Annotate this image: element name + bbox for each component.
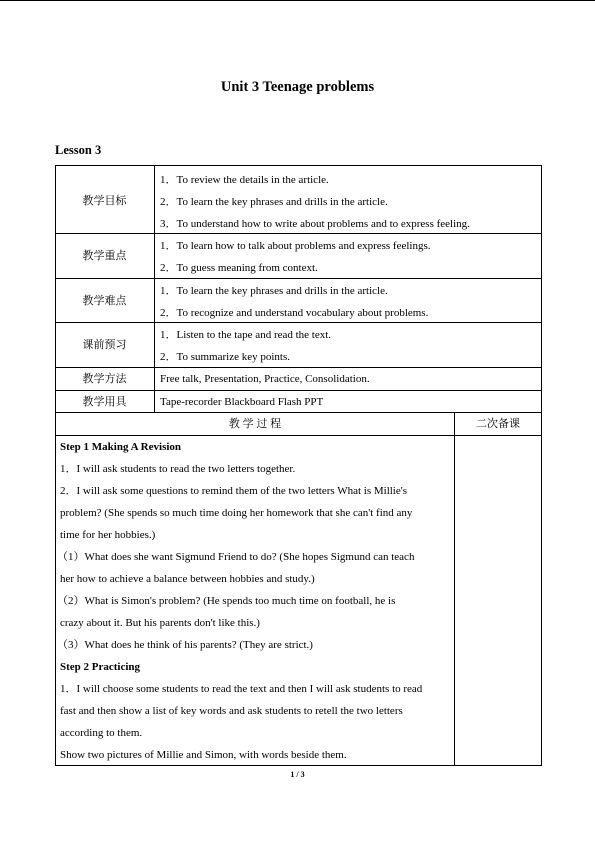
process-line: 1．I will choose some students to read the text and then I will ask students to read [60, 683, 423, 695]
process-line: 2．I will ask some questions to remind them of the two letters What is Millie's [60, 485, 408, 497]
row-label-tools: 教学用具 [82, 396, 127, 408]
process-line: Show two pictures of Millie and Simon, with words beside them. [60, 749, 347, 761]
table-rule [55, 765, 542, 766]
row-label-difficulties: 教学难点 [82, 295, 127, 307]
row-label-preview: 课前预习 [82, 339, 127, 351]
table-rule [154, 165, 155, 412]
process-line: time for her hobbies.) [60, 529, 156, 541]
row-line: 2．To guess meaning from context. [160, 262, 318, 274]
row-label-objectives: 教学目标 [82, 195, 127, 207]
table-rule [55, 278, 542, 279]
row-line: Tape-recorder Blackboard Flash PPT [160, 396, 324, 408]
notes-header: 二次备课 [476, 418, 520, 430]
row-line: 2．To recognize and understand vocabulary about problems. [160, 307, 429, 319]
process-line: according to them. [60, 727, 143, 739]
step-heading: Step 2 Practicing [60, 661, 141, 673]
table-rule [541, 165, 542, 766]
process-line: crazy about it. But his parents don't like this.) [60, 617, 260, 629]
row-line: 1．To learn the key phrases and drills in the article. [160, 285, 388, 297]
row-line: 3．To understand how to write about problems and to express feeling. [160, 218, 470, 230]
process-header: 教 学 过 程 [228, 418, 282, 430]
page-title: Unit 3 Teenage problems [220, 79, 375, 95]
process-line: problem? (She spends so much time doing her homework that she can't find any [60, 507, 413, 519]
process-line: her how to achieve a balance between hobbies and study.) [60, 573, 315, 585]
process-line: （1）What does she want Sigmund Friend to do? (She hopes Sigmund can teach [57, 551, 415, 563]
table-rule [55, 322, 542, 323]
process-line: 1．I will ask students to read the two letters together. [60, 463, 296, 475]
process-line: （3）What does he think of his parents? (They are strict.) [57, 639, 313, 651]
row-line: 1．To learn how to talk about problems and express feelings. [160, 240, 431, 252]
row-label-key-points: 教学重点 [82, 250, 127, 262]
row-label-methods: 教学方法 [82, 373, 127, 385]
process-line: （2）What is Simon's problem? (He spends too much time on football, he is [57, 595, 396, 607]
row-line: 1．Listen to the tape and read the text. [160, 329, 332, 341]
row-line: 1．To review the details in the article. [160, 174, 329, 186]
table-rule [55, 435, 542, 436]
table-rule [454, 412, 455, 765]
row-line: Free talk, Presentation, Practice, Consolidation. [160, 373, 370, 385]
page-number: 1 / 3 [290, 770, 305, 779]
row-line: 2．To learn the key phrases and drills in the article. [160, 196, 388, 208]
row-line: 2．To summarize key points. [160, 351, 290, 363]
table-rule [55, 233, 542, 234]
lesson-heading: Lesson 3 [55, 143, 102, 157]
table-rule [55, 367, 542, 368]
table-rule [55, 165, 542, 166]
step-heading: Step 1 Making A Revision [60, 441, 182, 453]
process-line: fast and then show a list of key words and ask students to retell the two letters [60, 705, 403, 717]
table-rule [55, 412, 542, 413]
table-rule [55, 390, 542, 391]
